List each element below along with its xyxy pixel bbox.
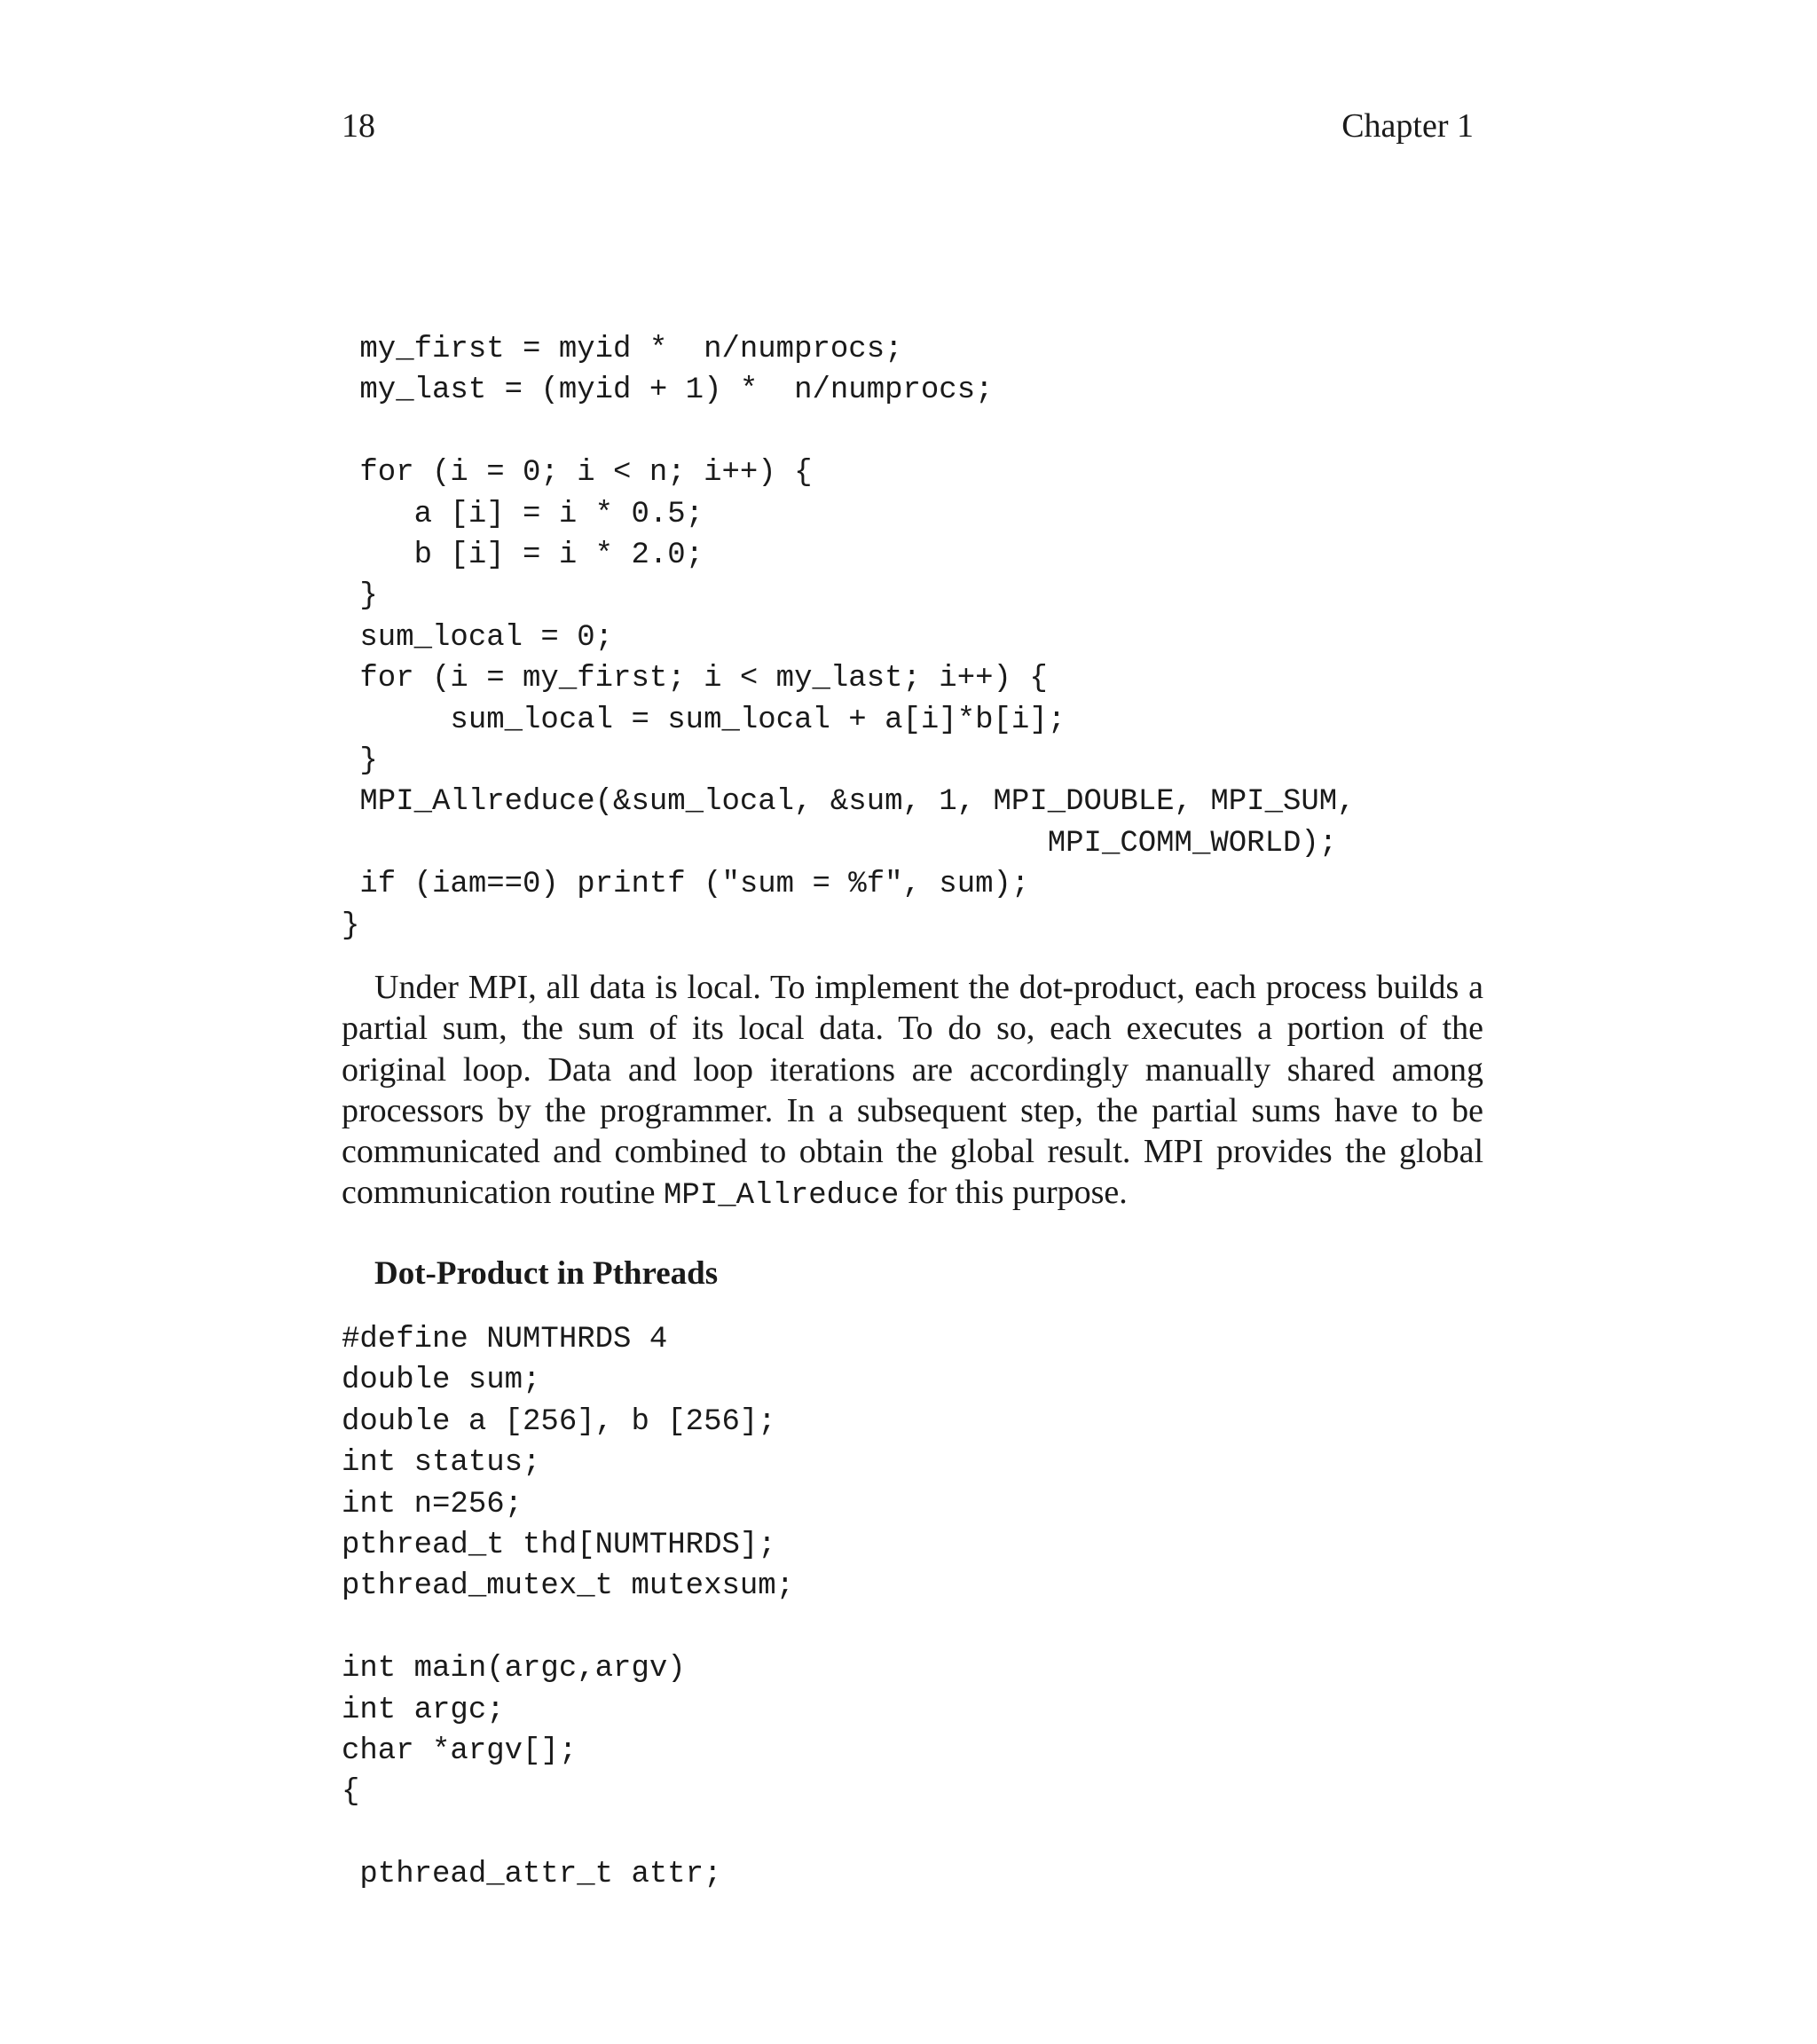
paragraph-text-end: for this purpose.	[899, 1174, 1128, 1212]
mpi-code-listing: my_first = myid * n/numprocs; my_last = (myid + 1) * n/numprocs; for (i = 0; i < n; i++) { a [i] = i * 0.5; b [i] = i * 2.0; } sum_local = 0; for (i = my_first; i < my_last; i++) { sum_local = sum_local + a[i]*b[i]; } MPI_Allreduce(&sum_local, &sum, 1, MPI_DOUBLE, MPI_SUM, MPI_COMM_WORLD); if (iam==0) printf ("sum = %f", sum); }	[342, 333, 1356, 943]
inline-code-term: MPI_Allreduce	[664, 1179, 900, 1214]
section-heading: Dot-Product in Pthreads	[374, 1255, 719, 1292]
pthreads-code-listing: #define NUMTHRDS 4 double sum; double a [256], b [256]; int status; int n=256; pthread_t thd[NUMTHRDS]; pthread_mutex_t mutexsum; int main(argc,argv) int argc; char *argv[]; { pthread_attr_t attr;	[342, 1323, 795, 1892]
page-number: 18	[342, 107, 375, 145]
paragraph-text: Under MPI, all data is local. To implement the dot-product, each process builds a partial sum, the sum of its local data. To do so, each executes a portion of the original loop. Data and loop iterations are accordingly manually shared among processors by the programmer. In a subsequent step, the partial sums have to be communicated and combined to obtain the global result. MPI provides the global communication routine	[342, 969, 1483, 1212]
mpi-explanation-paragraph	[342, 967, 1483, 1217]
chapter-label: Chapter 1	[1341, 107, 1474, 145]
